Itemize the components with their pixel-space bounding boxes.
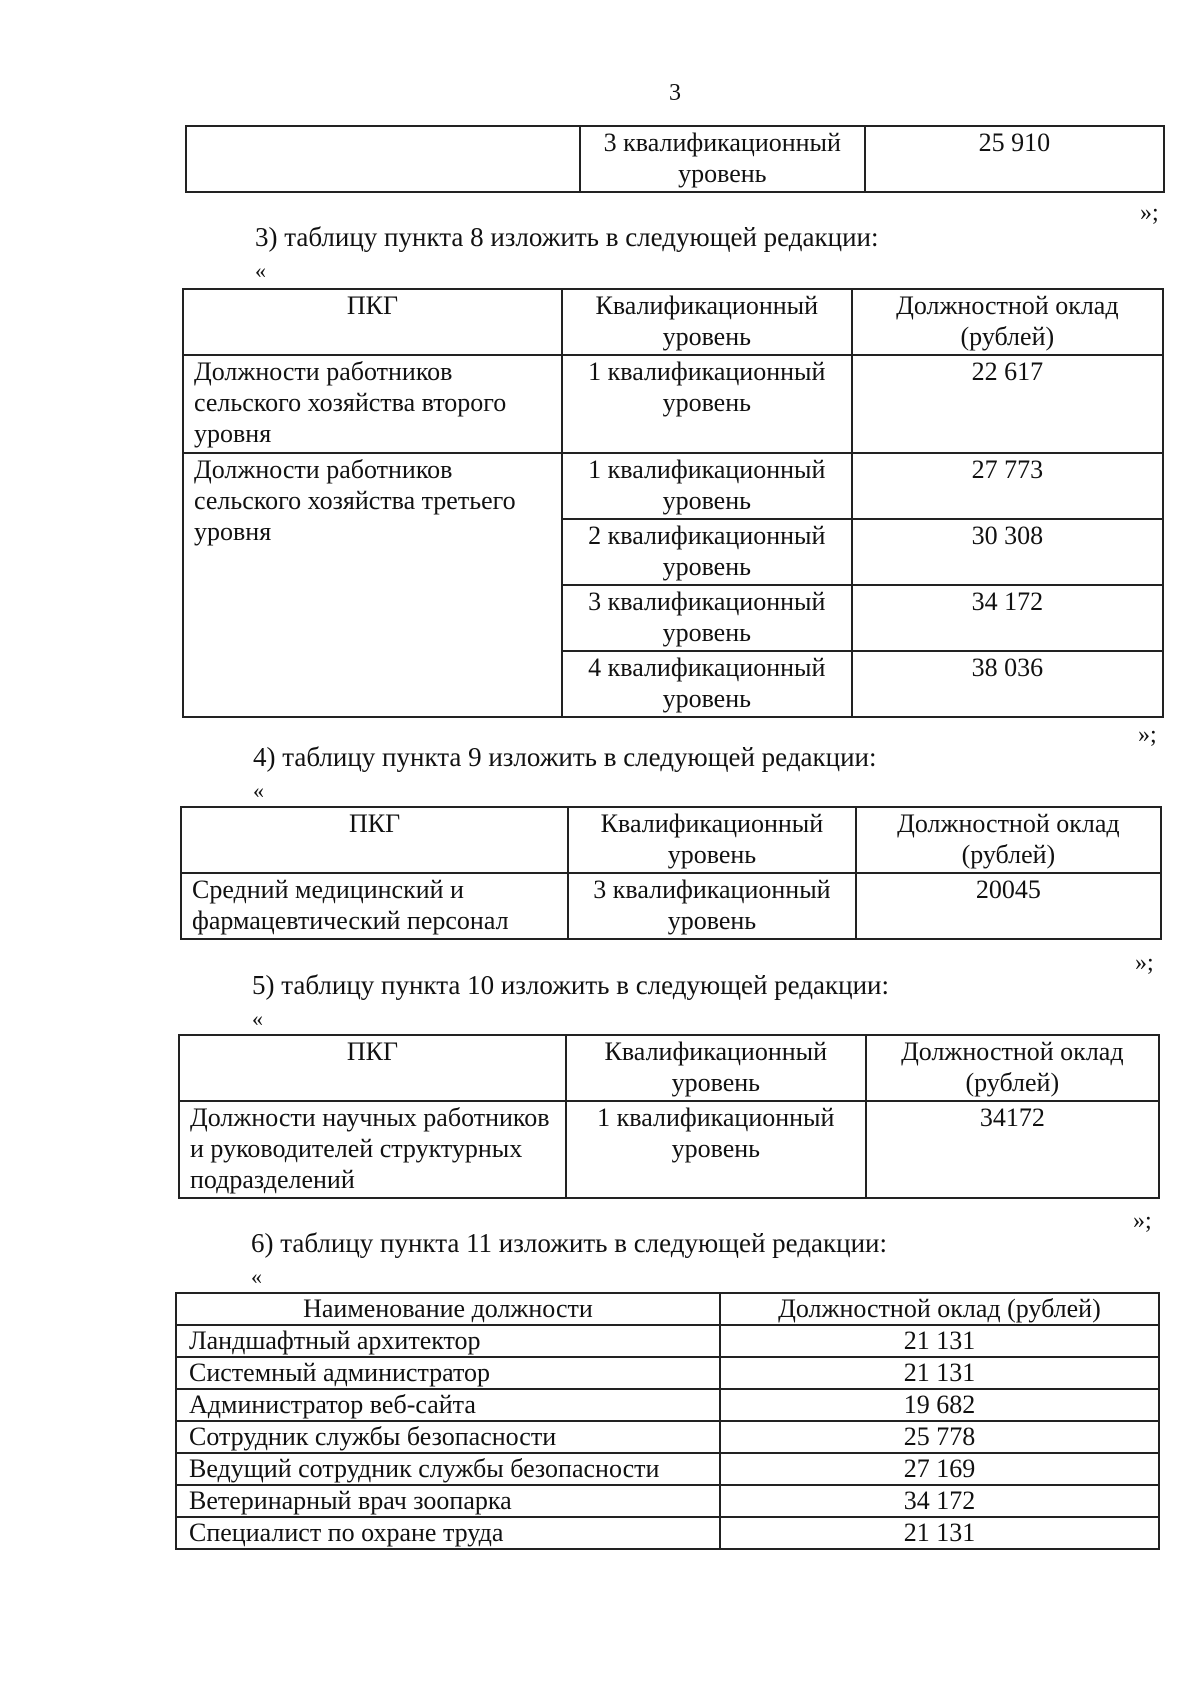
table-row [176,1325,1159,1357]
table-header-row [179,1035,1159,1101]
table-row [183,453,1163,519]
header-pkg: ПКГ [181,807,568,873]
salary-cell: 34 172 [852,585,1163,651]
salary-cell: 25 910 [865,126,1164,192]
position-cell: Администратор веб-сайта [176,1389,720,1421]
salary-cell: 38 036 [852,651,1163,717]
section-6-table [175,1292,1160,1550]
group-cell: Должности работников сельского хозяйства второго уровня [183,355,562,453]
level-cell: 1 квалификационный уровень [566,1101,866,1198]
salary-cell: 27 169 [720,1453,1159,1485]
header-pkg: ПКГ [183,289,562,355]
header-level: Квалификационный уровень [568,807,856,873]
table-row [176,1517,1159,1549]
level-cell: 3 квалификационный уровень [580,126,865,192]
table-header-row [183,289,1163,355]
salary-cell: 20045 [856,873,1161,939]
position-cell: Ландшафтный архитектор [176,1325,720,1357]
salary-cell: 21 131 [720,1357,1159,1389]
salary-cell: 21 131 [720,1517,1159,1549]
group-cell: Средний медицинский и фармацевтический персонал [181,873,568,939]
header-level: Квалификационный уровень [562,289,852,355]
header-pkg: ПКГ [179,1035,566,1101]
continuation-table [185,125,1165,193]
section-5-table [178,1034,1160,1199]
header-level: Квалификационный уровень [566,1035,866,1101]
section-3-intro: 3) таблицу пункта 8 изложить в следующей редакции: [255,222,879,252]
level-cell: 1 квалификационный уровень [562,453,852,519]
position-cell: Ведущий сотрудник службы безопасности [176,1453,720,1485]
opening-quote: « [253,778,264,803]
position-cell: Ветеринарный врач зоопарка [176,1485,720,1517]
opening-quote: « [255,258,266,283]
table-row [176,1421,1159,1453]
section-4-table [180,806,1162,940]
table-header-row [181,807,1161,873]
closing-quote: »; [1135,950,1154,976]
header-salary: Должностной оклад (рублей) [852,289,1163,355]
table-row [176,1485,1159,1517]
level-cell: 2 квалификационный уровень [562,519,852,585]
salary-cell: 21 131 [720,1325,1159,1357]
header-salary: Должностной оклад (рублей) [856,807,1161,873]
closing-quote: »; [1138,722,1157,748]
empty-cell [186,126,580,192]
table-row [176,1357,1159,1389]
section-3-table [182,288,1164,718]
salary-cell: 30 308 [852,519,1163,585]
section-5-intro: 5) таблицу пункта 10 изложить в следующей редакции: [252,970,889,1000]
table-header-row [176,1293,1159,1325]
closing-quote: »; [1133,1208,1152,1234]
section-4-intro: 4) таблицу пункта 9 изложить в следующей редакции: [253,742,877,772]
salary-cell: 19 682 [720,1389,1159,1421]
salary-cell: 34172 [866,1101,1159,1198]
group-cell: Должности работников сельского хозяйства третьего уровня [183,453,562,717]
header-position: Наименование должности [176,1293,720,1325]
table-row [183,355,1163,453]
table-row [181,873,1161,939]
section-6-intro: 6) таблицу пункта 11 изложить в следующей редакции: [251,1228,887,1258]
salary-cell: 25 778 [720,1421,1159,1453]
header-salary: Должностной оклад (рублей) [866,1035,1159,1101]
table-row [186,126,1164,192]
level-cell: 1 квалификационный уровень [562,355,852,453]
table-row [176,1453,1159,1485]
position-cell: Специалист по охране труда [176,1517,720,1549]
header-salary: Должностной оклад (рублей) [720,1293,1159,1325]
position-cell: Сотрудник службы безопасности [176,1421,720,1453]
level-cell: 4 квалификационный уровень [562,651,852,717]
salary-cell: 27 773 [852,453,1163,519]
table-row [176,1389,1159,1421]
level-cell: 3 квалификационный уровень [562,585,852,651]
opening-quote: « [252,1006,263,1031]
salary-cell: 22 617 [852,355,1163,453]
page-number: 3 [669,80,681,106]
level-cell: 3 квалификационный уровень [568,873,856,939]
group-cell: Должности научных работников и руководителей структурных подразделений [179,1101,566,1198]
closing-quote: »; [1140,200,1159,226]
opening-quote: « [251,1264,262,1289]
position-cell: Системный администратор [176,1357,720,1389]
salary-cell: 34 172 [720,1485,1159,1517]
table-row [179,1101,1159,1198]
